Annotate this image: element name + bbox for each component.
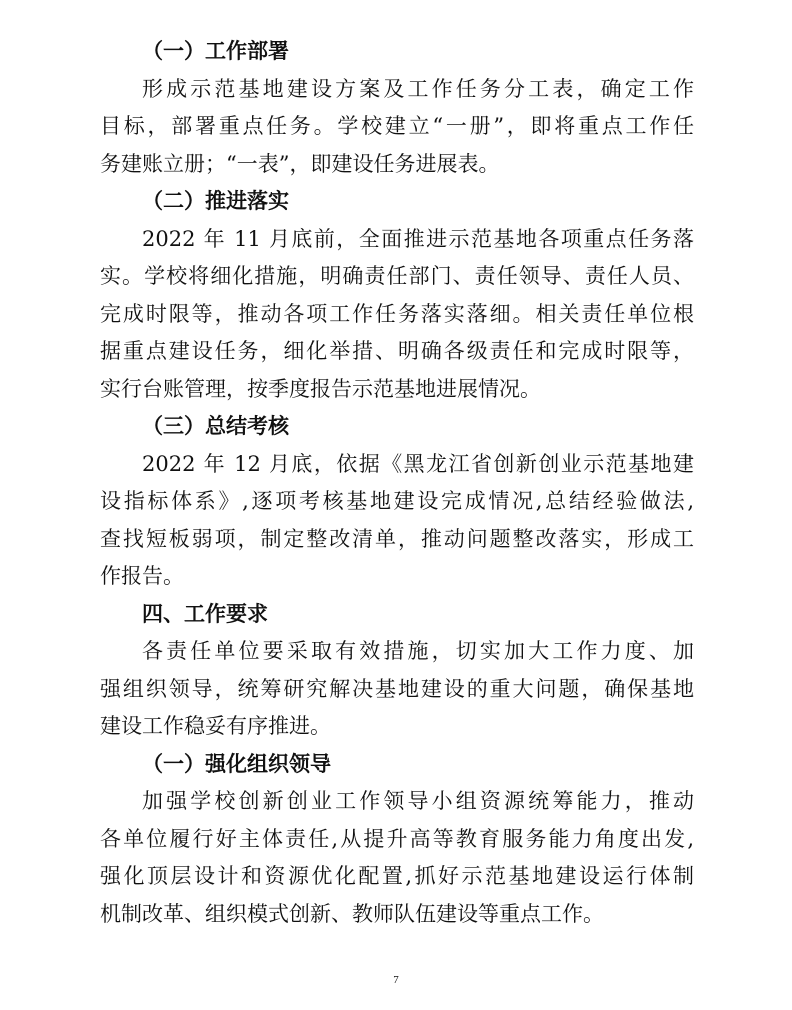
paragraph-line: 务建账立册；“一表”，即建设任务进展表。 — [100, 151, 500, 176]
document-body — [100, 33, 694, 933]
paragraph-line: 形成示范基地建设方案及工作任务分工表，确定工作 — [142, 76, 694, 101]
paragraph-line: 作报告。 — [100, 564, 184, 588]
paragraph-line: 据重点建设任务，细化举措、明确各级责任和完成时限等， — [100, 339, 694, 363]
paragraph-line: 2022 年 12 月底，依据《黑龙江省创新创业示范基地建 — [142, 451, 694, 476]
paragraph-line: 完成时限等，推动各项工作任务落实落细。相关责任单位根 — [100, 301, 694, 326]
section-heading-implementation: （二）推进落实 — [142, 189, 289, 213]
paragraph-line: 实。学校将细化措施，明确责任部门、责任领导、责任人员、 — [100, 264, 694, 288]
paragraph-line: 建设工作稳妥有序推进。 — [100, 714, 331, 738]
section-heading-work-requirements: 四、工作要求 — [142, 601, 268, 626]
paragraph-line: 强组织领导，统筹研究解决基地建设的重大问题，确保基地 — [100, 676, 694, 701]
paragraph-line: 各单位履行好主体责任,从提升高等教育服务能力角度出发, — [100, 826, 694, 851]
paragraph-line: 强化顶层设计和资源优化配置,抓好示范基地建设运行体制 — [100, 864, 694, 888]
page-number: 7 — [393, 974, 399, 986]
section-heading-organizational-leadership: （一）强化组织领导 — [142, 751, 331, 776]
paragraph-line: 设指标体系》,逐项考核基地建设完成情况,总结经验做法, — [100, 489, 694, 513]
paragraph-line: 加强学校创新创业工作领导小组资源统筹能力，推动 — [142, 789, 694, 813]
paragraph-line: 机制改革、组织模式创新、教师队伍建设等重点工作。 — [100, 901, 604, 926]
paragraph-line: 实行台账管理，按季度报告示范基地进展情况。 — [100, 376, 541, 401]
paragraph-line: 查找短板弱项，制定整改清单，推动问题整改落实，形成工 — [100, 526, 694, 551]
paragraph-line: 各责任单位要采取有效措施，切实加大工作力度、加 — [142, 639, 694, 663]
paragraph-line: 2022 年 11 月底前，全面推进示范基地各项重点任务落 — [142, 226, 694, 251]
section-heading-work-deployment: （一）工作部署 — [142, 39, 289, 63]
section-heading-assessment: （三）总结考核 — [142, 414, 289, 438]
paragraph-line: 目标，部署重点任务。学校建立“一册”，即将重点工作任 — [100, 114, 694, 138]
